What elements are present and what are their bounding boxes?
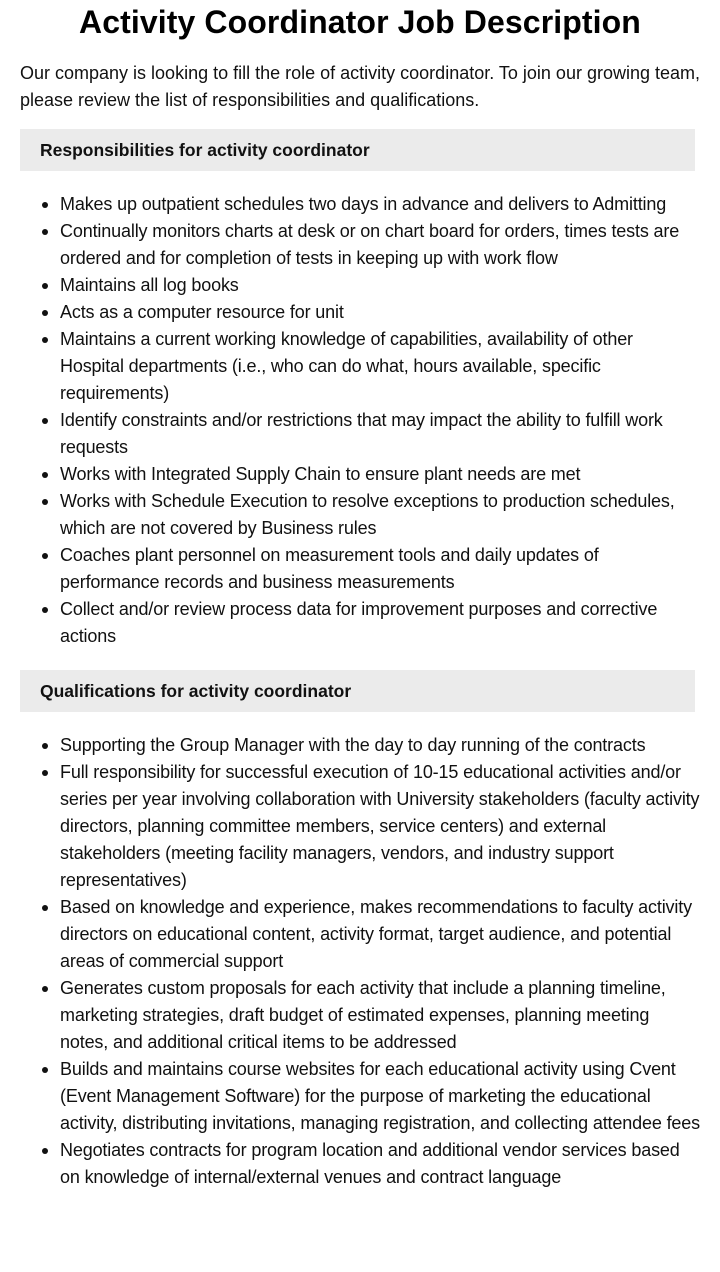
list-item — [20, 191, 700, 218]
bullet-icon — [42, 202, 48, 208]
responsibilities-heading: Responsibilities for activity coordinator — [40, 139, 370, 160]
list-item — [20, 975, 700, 1056]
list-item — [20, 488, 700, 542]
bullet-icon — [42, 499, 48, 505]
bullet-icon — [42, 1148, 48, 1154]
list-item-text: Full responsibility for successful execution of 10-15 educational activities and/or series per year involving collaboration with University stakeholders (faculty activity directors, planning committee members, service centers) and external stakeholders (meeting facility managers, vendors, and industry support representatives) — [60, 762, 700, 890]
list-item-text: Acts as a computer resource for unit — [60, 302, 344, 322]
bullet-icon — [42, 986, 48, 992]
list-item — [20, 272, 700, 299]
list-item — [20, 326, 700, 407]
list-item-text: Identify constraints and/or restrictions that may impact the ability to fulfill work requests — [60, 410, 663, 457]
list-item-text: Based on knowledge and experience, makes recommendations to faculty activity directors on educational content, activity format, target audience, and potential areas of commercial support — [60, 897, 692, 971]
list-item — [20, 299, 700, 326]
list-item — [20, 596, 700, 650]
list-item-text: Generates custom proposals for each activity that include a planning timeline, marketing strategies, draft budget of estimated expenses, planning meeting notes, and additional critical items to be addressed — [60, 978, 666, 1052]
list-item — [20, 732, 700, 759]
list-item-text: Maintains all log books — [60, 275, 239, 295]
list-item — [20, 894, 700, 975]
list-item-text: Makes up outpatient schedules two days in advance and delivers to Admitting — [60, 194, 667, 214]
list-item — [20, 1137, 700, 1191]
list-item — [20, 461, 700, 488]
qualifications-header — [20, 670, 695, 712]
page-title: Activity Coordinator Job Description — [79, 4, 641, 40]
list-item-text: Supporting the Group Manager with the day to day running of the contracts — [60, 735, 646, 755]
bullet-icon — [42, 418, 48, 424]
list-item-text: Works with Integrated Supply Chain to ensure plant needs are met — [60, 464, 581, 484]
list-item-text: Continually monitors charts at desk or on chart board for orders, times tests are ordered and for completion of tests in keeping up with work flow — [60, 221, 680, 268]
list-item — [20, 218, 700, 272]
bullet-icon — [42, 607, 48, 613]
list-item-text: Collect and/or review process data for improvement purposes and corrective actions — [60, 599, 658, 646]
intro-paragraph: Our company is looking to fill the role of activity coordinator. To join our growing team, please review the list of responsibilities and qualifications. — [20, 63, 701, 110]
list-item-text: Builds and maintains course websites for each educational activity using Cvent (Event Management Software) for the purpose of marketing the educational activity, distributing invitations, managing registration, and collecting attendee fees — [60, 1059, 700, 1133]
bullet-icon — [42, 770, 48, 776]
list-item-text: Maintains a current working knowledge of capabilities, availability of other Hospital departments (i.e., who can do what, hours available, specific requirements) — [60, 329, 633, 403]
list-item — [20, 1056, 700, 1137]
bullet-icon — [42, 472, 48, 478]
bullet-icon — [42, 229, 48, 235]
list-item — [20, 542, 700, 596]
list-item — [20, 759, 700, 894]
bullet-icon — [42, 337, 48, 343]
bullet-icon — [42, 1067, 48, 1073]
bullet-icon — [42, 310, 48, 316]
list-item-text: Coaches plant personnel on measurement tools and daily updates of performance records and business measurements — [60, 545, 599, 592]
bullet-icon — [42, 283, 48, 289]
qualifications-heading: Qualifications for activity coordinator — [40, 680, 352, 701]
list-item — [20, 407, 700, 461]
bullet-icon — [42, 905, 48, 911]
qualifications-list — [20, 732, 700, 1191]
responsibilities-header — [20, 129, 695, 171]
bullet-icon — [42, 553, 48, 559]
bullet-icon — [42, 743, 48, 749]
list-item-text: Negotiates contracts for program location and additional vendor services based on knowledge of internal/external venues and contract language — [60, 1140, 680, 1187]
responsibilities-list — [20, 191, 700, 650]
list-item-text: Works with Schedule Execution to resolve exceptions to production schedules, which are not covered by Business rules — [60, 491, 675, 538]
